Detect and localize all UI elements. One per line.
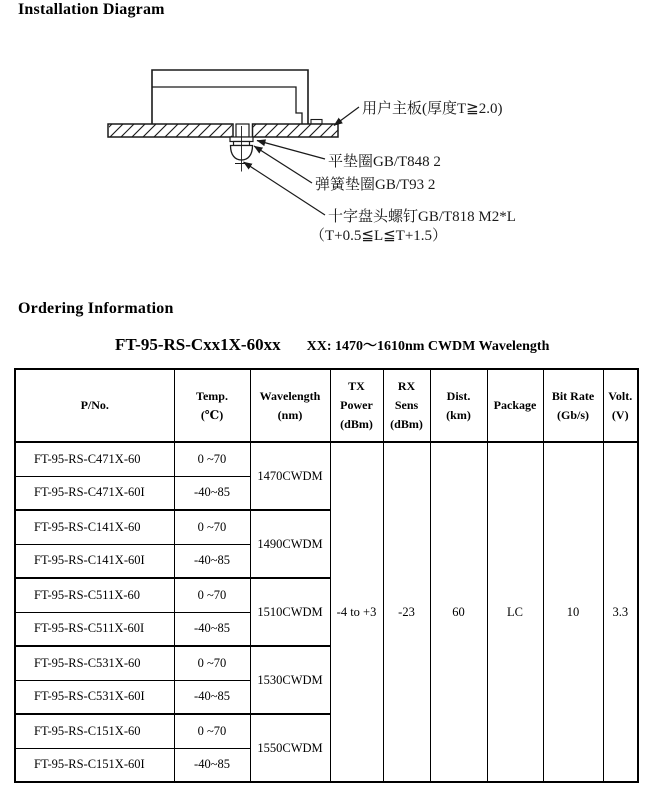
pcb-plate — [98, 123, 345, 138]
ordering-information-heading: Ordering Information — [18, 300, 174, 317]
temp-cell: 0 ~70 — [174, 510, 250, 544]
screw-boss — [236, 124, 249, 137]
volt-cell: 3.3 — [603, 442, 638, 782]
wavelength-cell: 1510CWDM — [250, 578, 330, 646]
screw-note-label: （T+0.5≦L≦T+1.5） — [310, 228, 448, 244]
wavelength-cell: 1470CWDM — [250, 442, 330, 510]
tx-power-cell: -4 to +3 — [330, 442, 383, 782]
wavelength-cell: 1490CWDM — [250, 510, 330, 578]
bit-rate-cell: 10 — [543, 442, 603, 782]
table-row — [15, 442, 638, 476]
col-header-wavelength: Wavelength (nm) — [250, 369, 330, 442]
package-cell: LC — [487, 442, 543, 782]
col-header-package: Package — [487, 369, 543, 442]
temp-cell: 0 ~70 — [174, 578, 250, 612]
temp-cell: 0 ~70 — [174, 714, 250, 748]
spring-washer-label: 弹簧垫圈GB/T93 2 — [315, 177, 436, 193]
col-header-dist: Dist. (km) — [430, 369, 487, 442]
wavelength-cell: 1530CWDM — [250, 646, 330, 714]
flat-washer-label: 平垫圈GB/T848 2 — [328, 154, 441, 170]
pno-cell: FT-95-RS-C531X-60I — [15, 680, 174, 714]
leader-screw — [244, 162, 326, 215]
temp-cell: -40~85 — [174, 680, 250, 714]
temp-cell: -40~85 — [174, 612, 250, 646]
col-header-pno: P/No. — [15, 369, 174, 442]
wavelength-cell: 1550CWDM — [250, 714, 330, 782]
pno-cell: FT-95-RS-C511X-60 — [15, 578, 174, 612]
temp-cell: -40~85 — [174, 748, 250, 782]
leader-spring-washer — [254, 146, 312, 183]
temp-cell: -40~85 — [174, 544, 250, 578]
pno-cell: FT-95-RS-C151X-60I — [15, 748, 174, 782]
module-outline — [152, 70, 322, 124]
pno-cell: FT-95-RS-C511X-60I — [15, 612, 174, 646]
pno-cell: FT-95-RS-C141X-60 — [15, 510, 174, 544]
col-header-bit-rate: Bit Rate (Gb/s) — [543, 369, 603, 442]
pno-cell: FT-95-RS-C531X-60 — [15, 646, 174, 680]
table-header-row — [15, 369, 638, 442]
temp-cell: 0 ~70 — [174, 646, 250, 680]
leader-board — [334, 107, 359, 126]
leader-flat-washer — [257, 141, 325, 160]
ordering-table — [14, 368, 639, 783]
dist-cell: 60 — [430, 442, 487, 782]
screw-label: 十字盘头螺钉GB/T818 M2*L — [328, 209, 516, 225]
board-label: 用户主板(厚度T≧2.0) — [362, 101, 503, 117]
installation-diagram-heading: Installation Diagram — [18, 1, 165, 18]
wavelength-range-note: XX: 1470～1610nm CWDM Wavelength — [306, 339, 550, 354]
col-header-rx-sens: RX Sens (dBm) — [383, 369, 430, 442]
rx-sens-cell: -23 — [383, 442, 430, 782]
col-header-temp: Temp. (℃) — [174, 369, 250, 442]
col-header-volt: Volt. (V) — [603, 369, 638, 442]
temp-cell: 0 ~70 — [174, 442, 250, 476]
installation-diagram — [0, 0, 646, 296]
model-number: FT-95-RS-Cxx1X-60xx — [115, 335, 281, 354]
pno-cell: FT-95-RS-C471X-60 — [15, 442, 174, 476]
pno-cell: FT-95-RS-C141X-60I — [15, 544, 174, 578]
col-header-tx-power: TX Power (dBm) — [330, 369, 383, 442]
pno-cell: FT-95-RS-C151X-60 — [15, 714, 174, 748]
temp-cell: -40~85 — [174, 476, 250, 510]
table-title — [115, 335, 549, 355]
pno-cell: FT-95-RS-C471X-60I — [15, 476, 174, 510]
